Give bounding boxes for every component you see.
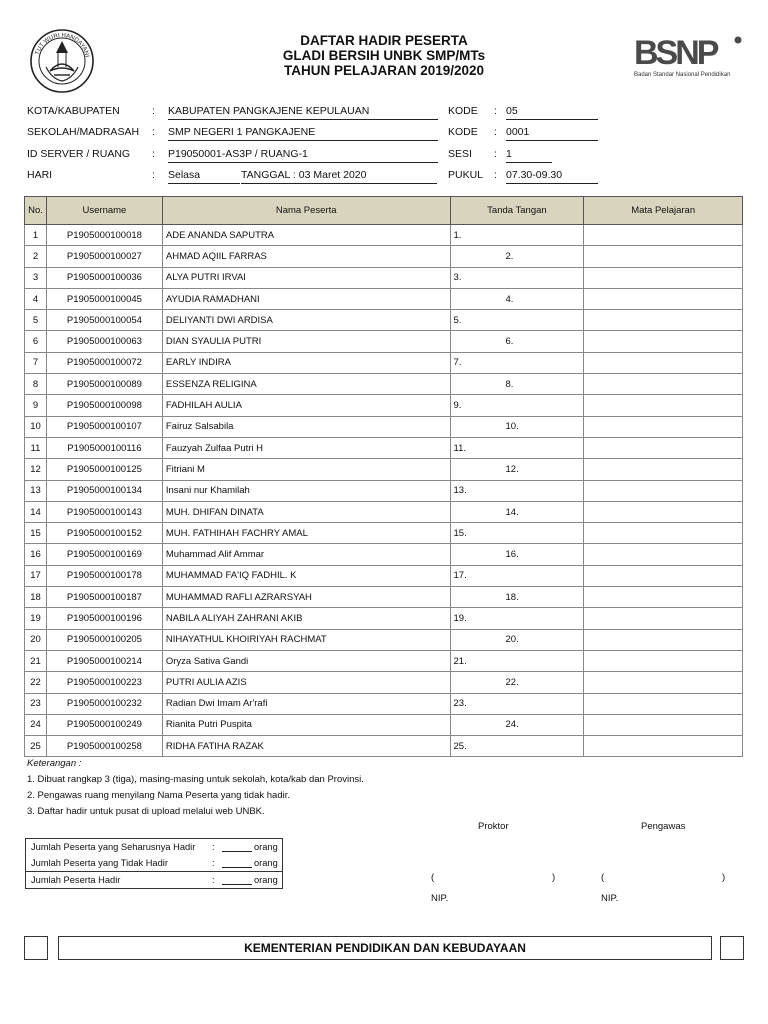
table-row bbox=[25, 288, 743, 309]
cell-no: 24 bbox=[25, 714, 47, 735]
title-line-1: DAFTAR HADIR PESERTA bbox=[300, 33, 468, 48]
table-row bbox=[25, 416, 743, 437]
cell-nama-peserta: EARLY INDIRA bbox=[162, 352, 450, 373]
cell-nama-peserta: NABILA ALIYAH ZAHRANI AKIB bbox=[162, 608, 450, 629]
colon: : bbox=[152, 169, 155, 181]
cell-no: 3 bbox=[25, 267, 47, 288]
cell-username: P1905000100143 bbox=[46, 501, 162, 522]
header-tanda-tangan: Tanda Tangan bbox=[450, 197, 584, 225]
cell-tanda-tangan[interactable] bbox=[450, 437, 584, 458]
summary-colon: : bbox=[212, 858, 215, 868]
signature-number: 6. bbox=[505, 336, 514, 348]
signature-number: 7. bbox=[453, 357, 462, 369]
cell-username: P1905000100098 bbox=[46, 395, 162, 416]
signature-number: 3. bbox=[453, 272, 462, 284]
cell-no: 17 bbox=[25, 565, 47, 586]
signature-number: 23. bbox=[453, 698, 467, 710]
table-row bbox=[25, 246, 743, 267]
summary-label: Jumlah Peserta yang Tidak Hadir bbox=[31, 858, 168, 868]
hari-value: Selasa bbox=[168, 169, 240, 184]
table-body bbox=[25, 225, 743, 757]
summary-unit: orang bbox=[254, 858, 278, 868]
table-row bbox=[25, 736, 743, 757]
proktor-nip-label: NIP. bbox=[431, 893, 449, 904]
bsnp-logo-text: BSNP bbox=[634, 34, 717, 72]
cell-no: 18 bbox=[25, 587, 47, 608]
signature-number: 17. bbox=[453, 570, 467, 582]
table-header-row bbox=[25, 197, 743, 225]
cell-username: P1905000100152 bbox=[46, 523, 162, 544]
cell-mata-pelajaran bbox=[584, 459, 743, 480]
cell-nama-peserta: Oryza Sativa Gandi bbox=[162, 650, 450, 671]
cell-tanda-tangan[interactable] bbox=[450, 374, 584, 395]
cell-tanda-tangan[interactable] bbox=[450, 310, 584, 331]
cell-tanda-tangan[interactable] bbox=[450, 267, 584, 288]
summary-blank[interactable] bbox=[222, 867, 252, 868]
pengawas-paren-open: ( bbox=[601, 872, 605, 883]
cell-nama-peserta: Radian Dwi Imam Ar'rafi bbox=[162, 693, 450, 714]
table-row bbox=[25, 352, 743, 373]
tanggal-value: TANGGAL : 03 Maret 2020 bbox=[241, 169, 437, 184]
table-row bbox=[25, 629, 743, 650]
colon: : bbox=[152, 148, 155, 160]
signature-number: 9. bbox=[453, 400, 462, 412]
note-item-1: 1. Dibuat rangkap 3 (tiga), masing-masing untuk sekolah, kota/kab dan Provinsi. bbox=[27, 774, 364, 785]
cell-username: P1905000100125 bbox=[46, 459, 162, 480]
cell-tanda-tangan[interactable] bbox=[450, 523, 584, 544]
table-row bbox=[25, 608, 743, 629]
cell-username: P1905000100045 bbox=[46, 288, 162, 309]
cell-no: 11 bbox=[25, 437, 47, 458]
cell-tanda-tangan[interactable] bbox=[450, 246, 584, 267]
cell-mata-pelajaran bbox=[584, 523, 743, 544]
kode2-label: KODE bbox=[448, 126, 478, 138]
signature-number: 22. bbox=[505, 676, 519, 688]
cell-username: P1905000100232 bbox=[46, 693, 162, 714]
table-row bbox=[25, 523, 743, 544]
cell-tanda-tangan[interactable] bbox=[450, 331, 584, 352]
colon: : bbox=[494, 148, 497, 160]
cell-no: 21 bbox=[25, 650, 47, 671]
cell-nama-peserta: ADE ANANDA SAPUTRA bbox=[162, 225, 450, 246]
pengawas-label: Pengawas bbox=[641, 821, 686, 832]
table-row bbox=[25, 480, 743, 501]
signature-number: 8. bbox=[505, 378, 514, 390]
cell-username: P1905000100178 bbox=[46, 565, 162, 586]
cell-tanda-tangan[interactable] bbox=[450, 736, 584, 757]
cell-nama-peserta: NIHAYATHUL KHOIRIYAH RACHMAT bbox=[162, 629, 450, 650]
pukul-label: PUKUL bbox=[448, 169, 484, 181]
signature-number: 13. bbox=[453, 485, 467, 497]
cell-username: P1905000100063 bbox=[46, 331, 162, 352]
summary-colon: : bbox=[212, 875, 215, 885]
proktor-paren-open: ( bbox=[431, 872, 435, 883]
note-item-2: 2. Pengawas ruang menyilang Nama Peserta yang tidak hadir. bbox=[27, 790, 290, 801]
table-row bbox=[25, 374, 743, 395]
cell-nama-peserta: Rianita Putri Puspita bbox=[162, 714, 450, 735]
cell-tanda-tangan[interactable] bbox=[450, 225, 584, 246]
cell-no: 20 bbox=[25, 629, 47, 650]
cell-mata-pelajaran bbox=[584, 693, 743, 714]
cell-tanda-tangan[interactable] bbox=[450, 608, 584, 629]
cell-no: 10 bbox=[25, 416, 47, 437]
signature-number: 14. bbox=[505, 506, 519, 518]
hari-label: HARI bbox=[27, 169, 53, 181]
cell-username: P1905000100089 bbox=[46, 374, 162, 395]
cell-mata-pelajaran bbox=[584, 288, 743, 309]
server-value: P19050001-AS3P / RUANG-1 bbox=[168, 148, 438, 163]
cell-mata-pelajaran bbox=[584, 714, 743, 735]
attendance-summary-box bbox=[25, 838, 283, 889]
cell-username: P1905000100249 bbox=[46, 714, 162, 735]
cell-nama-peserta: AHMAD AQIIL FARRAS bbox=[162, 246, 450, 267]
kode1-value: 05 bbox=[506, 105, 598, 120]
cell-username: P1905000100134 bbox=[46, 480, 162, 501]
cell-nama-peserta: DELIYANTI DWI ARDISA bbox=[162, 310, 450, 331]
cell-mata-pelajaran bbox=[584, 629, 743, 650]
cell-tanda-tangan[interactable] bbox=[450, 395, 584, 416]
kode1-label: KODE bbox=[448, 105, 478, 117]
table-row bbox=[25, 225, 743, 246]
cell-username: P1905000100196 bbox=[46, 608, 162, 629]
table-row bbox=[25, 672, 743, 693]
signature-number: 4. bbox=[505, 293, 514, 305]
cell-nama-peserta: AYUDIA RAMADHANI bbox=[162, 288, 450, 309]
title-line-2: GLADI BERSIH UNBK SMP/MTs bbox=[282, 48, 486, 63]
info-row-server bbox=[0, 148, 768, 164]
cell-tanda-tangan[interactable] bbox=[450, 544, 584, 565]
server-label: ID SERVER / RUANG bbox=[27, 148, 131, 160]
cell-nama-peserta: RIDHA FATIHA RAZAK bbox=[162, 736, 450, 757]
sesi-value: 1 bbox=[506, 148, 552, 163]
summary-row-present bbox=[26, 871, 282, 888]
cell-mata-pelajaran bbox=[584, 395, 743, 416]
sekolah-label: SEKOLAH/MADRASAH bbox=[27, 126, 140, 138]
header-username: Username bbox=[46, 197, 162, 225]
cell-username: P1905000100107 bbox=[46, 416, 162, 437]
summary-colon: : bbox=[212, 842, 215, 852]
proktor-label: Proktor bbox=[478, 821, 509, 832]
kode2-value: 0001 bbox=[506, 126, 598, 141]
colon: : bbox=[494, 105, 497, 117]
header-nama-peserta: Nama Peserta bbox=[162, 197, 450, 225]
signature-number: 16. bbox=[505, 549, 519, 561]
pengawas-paren-close: ) bbox=[722, 872, 726, 883]
cell-no: 23 bbox=[25, 693, 47, 714]
summary-label: Jumlah Peserta yang Seharusnya Hadir bbox=[31, 842, 196, 852]
signature-number: 5. bbox=[453, 314, 462, 326]
table-row bbox=[25, 459, 743, 480]
cell-tanda-tangan[interactable] bbox=[450, 672, 584, 693]
header-mata-pelajaran: Mata Pelajaran bbox=[584, 197, 743, 225]
cell-tanda-tangan[interactable] bbox=[450, 352, 584, 373]
signature-number: 2. bbox=[505, 250, 514, 262]
table-row bbox=[25, 395, 743, 416]
cell-no: 9 bbox=[25, 395, 47, 416]
cell-username: P1905000100169 bbox=[46, 544, 162, 565]
kota-value: KABUPATEN PANGKAJENE KEPULAUAN bbox=[168, 105, 438, 120]
signature-number: 11. bbox=[453, 442, 467, 454]
cell-mata-pelajaran bbox=[584, 310, 743, 331]
cell-nama-peserta: FADHILAH AULIA bbox=[162, 395, 450, 416]
cell-username: P1905000100258 bbox=[46, 736, 162, 757]
cell-nama-peserta: Fairuz Salsabila bbox=[162, 416, 450, 437]
cell-username: P1905000100054 bbox=[46, 310, 162, 331]
cell-mata-pelajaran bbox=[584, 544, 743, 565]
table-row bbox=[25, 650, 743, 671]
footer-right-box bbox=[720, 936, 744, 960]
summary-unit: orang bbox=[254, 875, 278, 885]
cell-nama-peserta: DIAN SYAULIA PUTRI bbox=[162, 331, 450, 352]
cell-nama-peserta: Fauzyah Zulfaa Putri H bbox=[162, 437, 450, 458]
info-row-sekolah bbox=[0, 126, 768, 142]
sekolah-value: SMP NEGERI 1 PANGKAJENE bbox=[168, 126, 438, 141]
cell-no: 5 bbox=[25, 310, 47, 331]
cell-no: 6 bbox=[25, 331, 47, 352]
cell-username: P1905000100214 bbox=[46, 650, 162, 671]
header-no: No. bbox=[25, 197, 47, 225]
summary-blank[interactable] bbox=[222, 884, 252, 885]
table-row bbox=[25, 310, 743, 331]
table-row bbox=[25, 544, 743, 565]
table-row bbox=[25, 565, 743, 586]
cell-mata-pelajaran bbox=[584, 501, 743, 522]
table-row bbox=[25, 693, 743, 714]
colon: : bbox=[152, 126, 155, 138]
cell-nama-peserta: Insani nur Khamilah bbox=[162, 480, 450, 501]
cell-username: P1905000100223 bbox=[46, 672, 162, 693]
cell-no: 22 bbox=[25, 672, 47, 693]
cell-nama-peserta: Muhammad Alif Ammar bbox=[162, 544, 450, 565]
attendance-table bbox=[24, 196, 743, 757]
cell-nama-peserta: MUH. FATHIHAH FACHRY AMAL bbox=[162, 523, 450, 544]
summary-row-expected bbox=[26, 839, 282, 855]
cell-no: 14 bbox=[25, 501, 47, 522]
cell-no: 19 bbox=[25, 608, 47, 629]
cell-nama-peserta: PUTRI AULIA AZIS bbox=[162, 672, 450, 693]
table-row bbox=[25, 267, 743, 288]
cell-username: P1905000100205 bbox=[46, 629, 162, 650]
signature-number: 15. bbox=[453, 527, 467, 539]
cell-tanda-tangan[interactable] bbox=[450, 501, 584, 522]
kota-label: KOTA/KABUPATEN bbox=[27, 105, 120, 117]
title-line-3: TAHUN PELAJARAN 2019/2020 bbox=[283, 63, 485, 78]
note-item-3: 3. Daftar hadir untuk pusat di upload melalui web UNBK. bbox=[27, 806, 265, 817]
colon: : bbox=[152, 105, 155, 117]
cell-mata-pelajaran bbox=[584, 374, 743, 395]
cell-nama-peserta: ALYA PUTRI IRVAI bbox=[162, 267, 450, 288]
cell-tanda-tangan[interactable] bbox=[450, 629, 584, 650]
cell-no: 8 bbox=[25, 374, 47, 395]
cell-username: P1905000100018 bbox=[46, 225, 162, 246]
summary-row-absent bbox=[26, 855, 282, 871]
signature-number: 20. bbox=[505, 634, 519, 646]
signature-number: 10. bbox=[505, 421, 519, 433]
cell-username: P1905000100072 bbox=[46, 352, 162, 373]
signature-number: 25. bbox=[453, 740, 467, 752]
table-row bbox=[25, 501, 743, 522]
cell-nama-peserta: MUHAMMAD RAFLI AZRARSYAH bbox=[162, 587, 450, 608]
cell-mata-pelajaran bbox=[584, 267, 743, 288]
cell-tanda-tangan[interactable] bbox=[450, 459, 584, 480]
cell-username: P1905000100027 bbox=[46, 246, 162, 267]
cell-mata-pelajaran bbox=[584, 416, 743, 437]
cell-no: 7 bbox=[25, 352, 47, 373]
sesi-label: SESI bbox=[448, 148, 472, 160]
cell-tanda-tangan[interactable] bbox=[450, 565, 584, 586]
cell-tanda-tangan[interactable] bbox=[450, 416, 584, 437]
cell-tanda-tangan[interactable] bbox=[450, 714, 584, 735]
cell-nama-peserta: ESSENZA RELIGINA bbox=[162, 374, 450, 395]
table-row bbox=[25, 331, 743, 352]
cell-no: 1 bbox=[25, 225, 47, 246]
pengawas-nip-label: NIP. bbox=[601, 893, 619, 904]
cell-no: 16 bbox=[25, 544, 47, 565]
footer-left-box bbox=[24, 936, 48, 960]
cell-tanda-tangan[interactable] bbox=[450, 693, 584, 714]
info-row-kota bbox=[0, 105, 768, 121]
table-row bbox=[25, 714, 743, 735]
logo-arc-text: TUT WURI HANDAYANI bbox=[34, 32, 90, 58]
cell-mata-pelajaran bbox=[584, 246, 743, 267]
bsnp-logo-subtitle: Badan Standar Nasional Pendidikan bbox=[634, 72, 731, 78]
cell-mata-pelajaran bbox=[584, 587, 743, 608]
cell-no: 13 bbox=[25, 480, 47, 501]
cell-nama-peserta: Fitriani M bbox=[162, 459, 450, 480]
signature-number: 12. bbox=[505, 463, 519, 475]
signature-number: 24. bbox=[505, 719, 519, 731]
cell-no: 25 bbox=[25, 736, 47, 757]
colon: : bbox=[494, 126, 497, 138]
cell-username: P1905000100187 bbox=[46, 587, 162, 608]
notes-title: Keterangan : bbox=[27, 758, 82, 769]
cell-mata-pelajaran bbox=[584, 565, 743, 586]
cell-tanda-tangan[interactable] bbox=[450, 587, 584, 608]
table-row bbox=[25, 587, 743, 608]
cell-no: 4 bbox=[25, 288, 47, 309]
signature-number: 21. bbox=[453, 655, 467, 667]
cell-nama-peserta: MUHAMMAD FA'IQ FADHIL. K bbox=[162, 565, 450, 586]
cell-mata-pelajaran bbox=[584, 650, 743, 671]
cell-nama-peserta: MUH. DHIFAN DINATA bbox=[162, 501, 450, 522]
pukul-value: 07.30-09.30 bbox=[506, 169, 598, 184]
cell-no: 12 bbox=[25, 459, 47, 480]
summary-unit: orang bbox=[254, 842, 278, 852]
footer-ministry: KEMENTERIAN PENDIDIKAN DAN KEBUDAYAAN bbox=[58, 936, 712, 960]
signature-number: 19. bbox=[453, 612, 467, 624]
signature-number: 18. bbox=[505, 591, 519, 603]
document-title bbox=[0, 33, 768, 78]
cell-mata-pelajaran bbox=[584, 480, 743, 501]
cell-username: P1905000100116 bbox=[46, 437, 162, 458]
table-row bbox=[25, 437, 743, 458]
cell-mata-pelajaran bbox=[584, 352, 743, 373]
cell-mata-pelajaran bbox=[584, 331, 743, 352]
summary-blank[interactable] bbox=[222, 851, 252, 852]
signature-number: 1. bbox=[453, 229, 462, 241]
cell-mata-pelajaran bbox=[584, 672, 743, 693]
cell-mata-pelajaran bbox=[584, 608, 743, 629]
cell-tanda-tangan[interactable] bbox=[450, 480, 584, 501]
summary-label: Jumlah Peserta Hadir bbox=[31, 875, 121, 885]
info-row-hari bbox=[0, 169, 768, 185]
cell-tanda-tangan[interactable] bbox=[450, 288, 584, 309]
cell-tanda-tangan[interactable] bbox=[450, 650, 584, 671]
colon: : bbox=[494, 169, 497, 181]
cell-mata-pelajaran bbox=[584, 736, 743, 757]
cell-no: 15 bbox=[25, 523, 47, 544]
proktor-paren-close: ) bbox=[552, 872, 556, 883]
cell-mata-pelajaran bbox=[584, 225, 743, 246]
cell-mata-pelajaran bbox=[584, 437, 743, 458]
cell-no: 2 bbox=[25, 246, 47, 267]
cell-username: P1905000100036 bbox=[46, 267, 162, 288]
